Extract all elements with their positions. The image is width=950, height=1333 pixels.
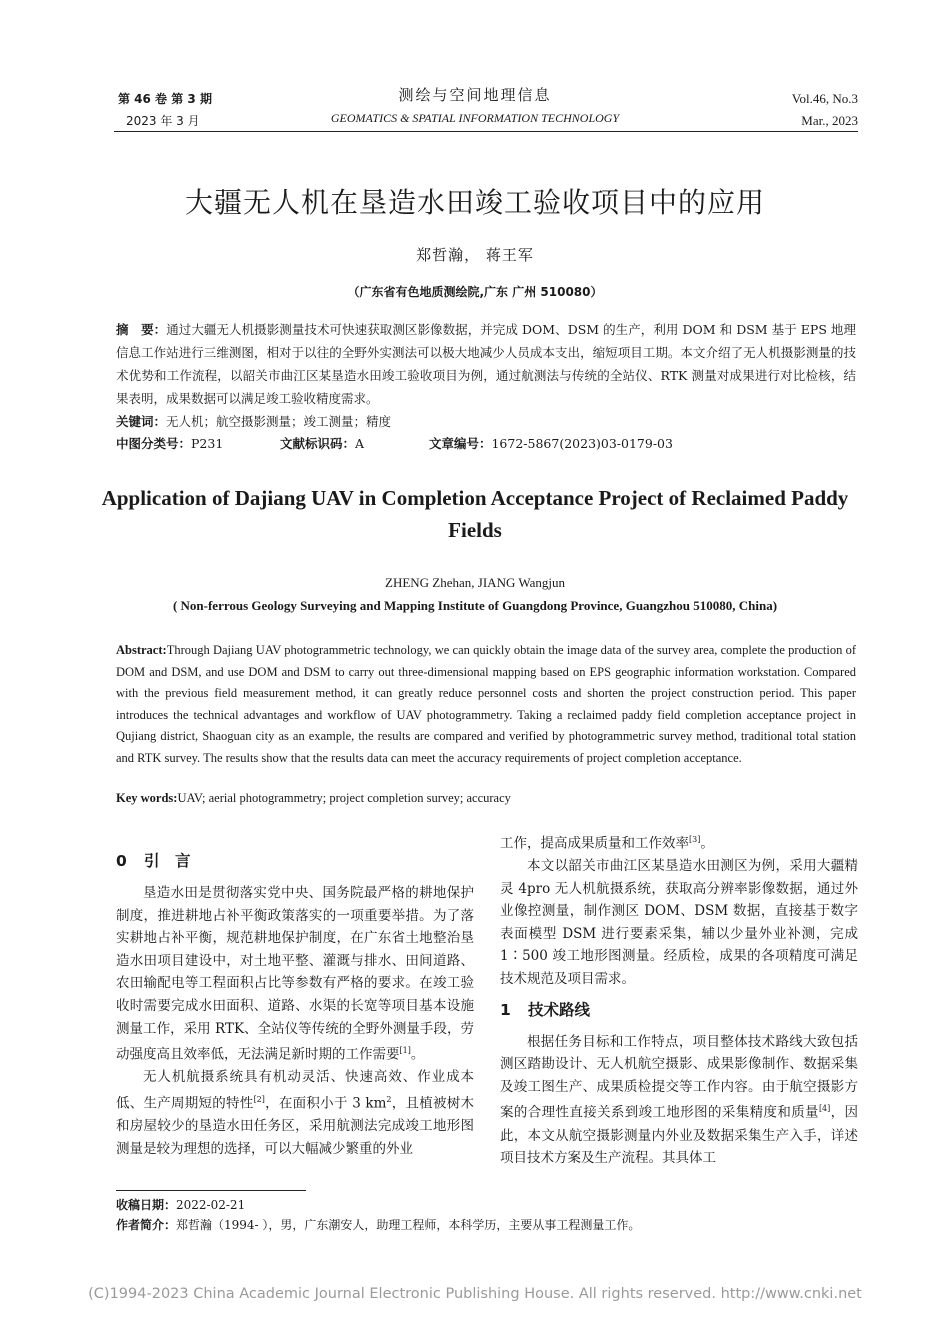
footnote-received	[116, 1195, 856, 1215]
footnote-divider	[116, 1190, 306, 1191]
body-left-column	[116, 842, 474, 1160]
article-label: 文章编号：	[428, 436, 492, 451]
header-left	[118, 88, 212, 132]
paragraph: 本文以韶关市曲江区某垦造水田测区为例，采用大疆精灵 4pro 无人机航摄系统，获取高分辨率影像数据，通过外业像控测量，制作测区 DOM、DSM 数据，直接基于数字表面模型 DSM 进行要素采集，辅以少量外业补测，完成 1∶500 竣工地形图测量。经质检，成果的各项精度可满足技术规范及项目需求。	[500, 858, 858, 988]
superscript: 2	[386, 1094, 392, 1104]
section-title: 技术路线	[528, 1000, 591, 1019]
journal-name-cn: 测绘与空间地理信息	[398, 86, 552, 104]
date-en: Mar., 2023	[801, 113, 858, 128]
paragraph	[500, 1031, 858, 1170]
affiliation-en: ( Non-ferrous Geology Surveying and Mapping Institute of Guangdong Province, Guangzhou 510080, China)	[172, 598, 778, 613]
section-heading-introduction	[116, 848, 474, 874]
doc-label: 文献标识码：	[279, 436, 355, 451]
paragraph-text: ，因此，本文从航空摄影测量内外业及数据采集生产入手，详述项目技术方案及生产流程。其具体工	[500, 1104, 859, 1167]
paragraph-text: 。	[410, 1046, 425, 1063]
volume-issue-cn: 第 46 卷 第 3 期	[118, 92, 212, 106]
journal-name-en: GEOMATICS & SPATIAL INFORMATION TECHNOLOGY	[330, 111, 620, 125]
volume-issue-en: Vol.46, No.3	[791, 91, 858, 106]
article-value: 1672-5867(2023)03-0179-03	[491, 436, 673, 451]
bio-value: 郑哲瀚（1994- ），男，广东潮安人，助理工程师，本科学历，主要从事工程测量工作。	[176, 1218, 641, 1232]
body-right-column	[500, 829, 858, 1170]
paragraph	[116, 1066, 474, 1160]
abstract-cn	[116, 318, 856, 410]
doc-value: A	[355, 436, 365, 451]
keywords-en-label: Key words:	[116, 791, 178, 805]
received-value: 2022-02-21	[176, 1198, 246, 1212]
header-divider	[114, 131, 858, 132]
paper-title-cn: 大疆无人机在垦造水田竣工验收项目中的应用	[184, 186, 765, 219]
keywords-en	[116, 791, 856, 806]
paragraph-text: 工作，提高成果质量和工作效率	[500, 835, 689, 852]
keywords-cn	[116, 410, 856, 433]
paragraph	[116, 882, 474, 1066]
date-cn: 2023 年 3 月	[126, 114, 200, 128]
citation[interactable]: [3]	[689, 835, 701, 844]
bio-label: 作者简介：	[116, 1218, 177, 1232]
paragraph-text: 垦造水田是贯彻落实党中央、国务院最严格的耕地保护制度，推进耕地占补平衡政策落实的一项重要举措。为了落实耕地占补平衡，规范耕地保护制度，在广东省土地整治垦造水田项目建设中，对土地平整、灌溉与排水、田间道路、农田输配电等工程面积占比等参数有严格的要求。在竣工验收时需要完成水田面积、道路、水渠的长宽等项目基本设施测量工作，采用 RTK、全站仪等传统的全野外测量手段，劳动强度高且效率低，无法满足新时期的工作需要	[116, 885, 474, 1063]
citation[interactable]: [4]	[818, 1104, 831, 1114]
document-code	[280, 434, 425, 454]
abstract-en-label: Abstract:	[116, 643, 167, 657]
clc-value: P231	[191, 436, 224, 451]
citation[interactable]: [2]	[253, 1094, 265, 1104]
paragraph-text: 根据任务目标和工作特点，项目整体技术路线大致包括测区踏勘设计、无人机航空摄影、成果影像制作、数据采集及竣工图生产、成果质检提交等工作内容。由于航空摄影方案的合理性直接关系到竣工地形图的采集精度和质量	[500, 1033, 858, 1121]
classification-row	[116, 434, 856, 454]
section-number: 0	[116, 852, 127, 870]
paragraph-text: ，且植被树木和房屋较少的垦造水田任务区，采用航测法完成竣工地形图测量是较为理想的选择，可以大幅减少繁重的外业	[116, 1095, 475, 1157]
footnote-author-bio	[116, 1215, 856, 1235]
paper-title-en: Application of Dajiang UAV in Completion Acceptance Project of Reclaimed Paddy Fields	[101, 486, 849, 542]
keywords-en-text: UAV; aerial photogrammetry; project completion survey; accuracy	[177, 791, 511, 805]
authors-en: ZHENG Zhehan, JIANG Wangjun	[385, 575, 565, 590]
abstract-en	[116, 640, 856, 769]
abstract-en-text: Through Dajiang UAV photogrammetric technology, we can quickly obtain the image data of the survey area, complete the production of DOM and DSM, and use DOM and DSM to carry out three-dimensional mapping based on EPS geographic information workstation. Compared with the previous field measurement method, it can greatly reduce personnel costs and shorten the project construction period. This paper introduces the technical advantages and workflow of UAV photogrammetry. Taking a reclaimed paddy field completion acceptance project in Qujiang district, Shaoguan city as an example, the results are compared and verified by photogrammetric survey method, traditional total station and RTK survey. The results show that the results data can meet the accuracy requirements of project completion acceptance.	[116, 643, 856, 765]
received-label: 收稿日期：	[116, 1198, 177, 1212]
abstract-cn-text: 通过大疆无人机摄影测量技术可快速获取测区影像数据，并完成 DOM、DSM 的生产，利用 DOM 和 DSM 基于 EPS 地理信息工作站进行三维测图，相对于以往的全野外实测法可以极大地减少人员成本支出，缩短项目工期。本文介绍了无人机摄影测量的技术优势和工作流程，以韶关市曲江区某垦造水田竣工验收项目为例，通过航测法与传统的全站仪、RTK 测量对成果进行对比检核，结果表明，成果数据可以满足竣工验收精度需求。	[116, 322, 856, 406]
keywords-cn-text: 无人机；航空摄影测量；竣工测量；精度	[166, 414, 392, 429]
paragraph-text: 无人机航摄系统具有机动灵活、快速高效、作业成本低、生产周期短的特性	[116, 1069, 474, 1112]
copyright-watermark: (C)1994-2023 China Academic Journal Electronic Publishing House. All rights reserved. http://www.cnki.net	[88, 1286, 862, 1302]
paragraph-text: 。	[700, 835, 714, 852]
authors-cn: 郑哲瀚， 蒋王军	[416, 246, 534, 264]
section-heading-technical-route	[500, 997, 858, 1023]
abstract-cn-label: 摘 要：	[116, 322, 167, 337]
journal-title	[250, 84, 700, 128]
citation[interactable]: [1]	[399, 1046, 411, 1056]
affiliation-cn: （广东省有色地质测绘院,广东 广州 510080）	[347, 285, 603, 299]
clc-label: 中图分类号：	[116, 436, 192, 451]
section-number: 1	[500, 1000, 511, 1019]
header-right	[792, 88, 858, 132]
section-title: 引 言	[144, 852, 191, 870]
paragraph-text: ，在面积小于 3 km	[264, 1095, 387, 1112]
clc-number	[116, 434, 276, 454]
keywords-cn-label: 关键词：	[116, 414, 167, 429]
article-number	[429, 434, 673, 454]
paragraph	[500, 829, 858, 855]
